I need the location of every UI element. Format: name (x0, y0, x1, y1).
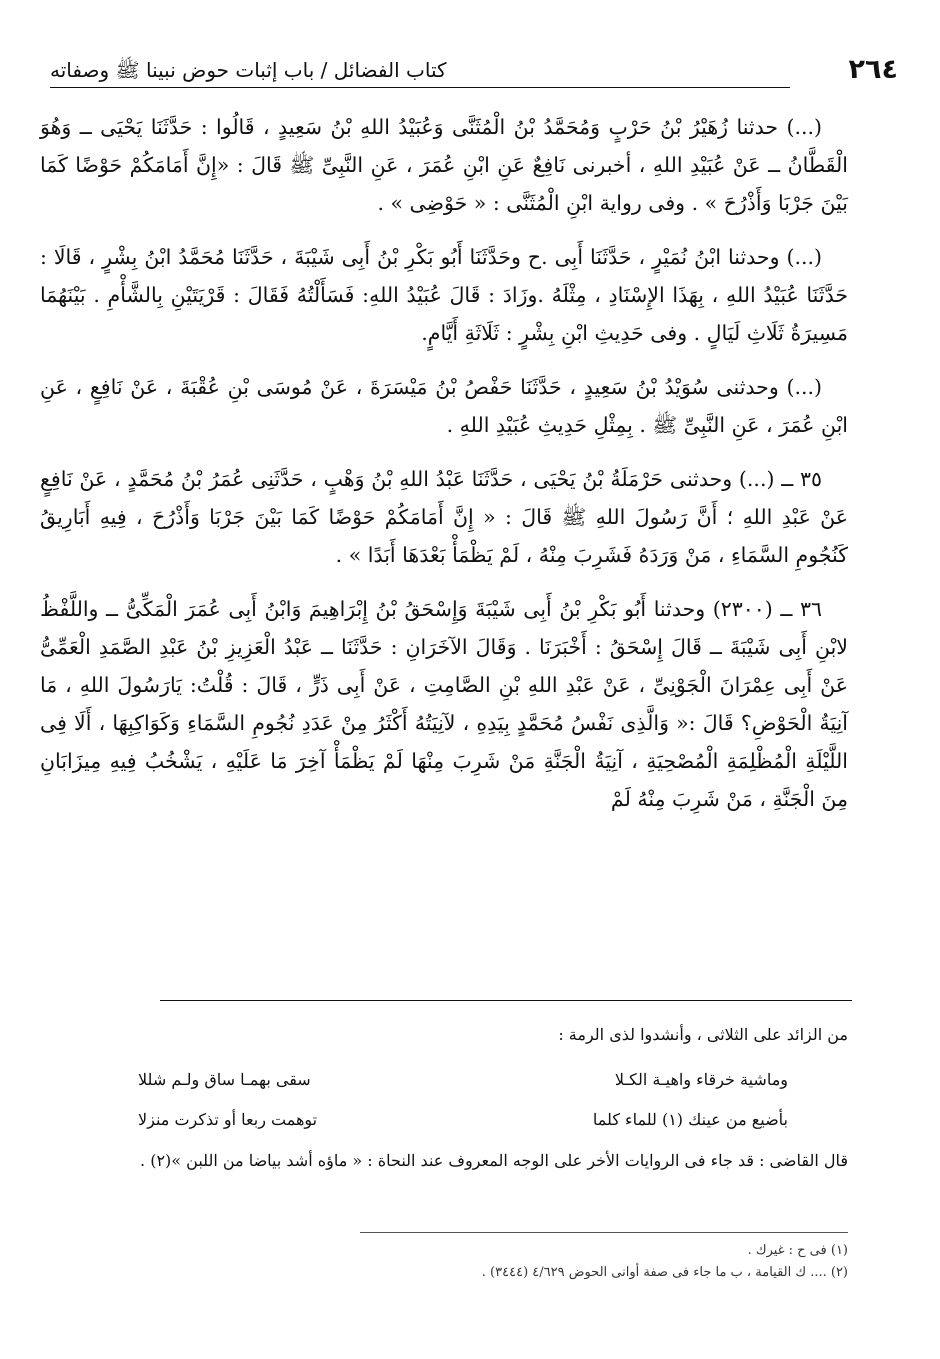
header-rule (50, 87, 790, 88)
commentary-note: قال القاضى : قد جاء فى الروايات الأخر على الوجه المعروف عند النحاة : « ماؤه أشد بياضا من اللبن »(٢) . (140, 1151, 848, 1170)
poetry-verses (38, 1060, 848, 1140)
hadith-text (40, 108, 848, 834)
hadith-paragraph: ٣٦ ــ (٢٣٠٠) وحدثنا أَبُو بَكْرِ بْنُ أَبِى شَيْبَةَ وَإِسْحَقُ بْنُ إِبْرَاهِيمَ وَابْنُ أَبِى عُمَرَ الْمَكِّىُّ ــ واللَّفْظُ لابْنِ أَبِى شَيْبَةَ ــ قَالَ إِسْحَقُ : أَخْبَرَنَا . وَقَالَ الآخَرَانِ : حَدَّثَنَا ــ عَبْدُ الْعَزِيزِ بْنُ عَبْدِ الصَّمَدِ الْعَمِّىُّ عَنْ أَبِى عِمْرَانَ الْجَوْنِىِّ ، عَنْ عَبْدِ اللهِ بْنِ الصَّامِتِ ، عَنْ أَبِى ذَرٍّ ، قَالَ : قُلْتُ: يَارَسُولَ اللهِ ، مَا آنِيَةُ الْحَوْضِ؟ قَالَ :« وَالَّذِى نَفْسُ مُحَمَّدٍ بِيَدِهِ ، لآنِيَتُهُ أَكْثَرُ مِنْ عَدَدِ نُجُومِ السَّمَاءِ وَكَوَاكِبِهَا ، أَلَا فِى اللَّيْلَةِ الْمُظْلِمَةِ الْمُصْحِيَةِ ، آنِيَةُ الْجَنَّةِ مَنْ شَرِبَ مِنْهَا لَمْ يَظْمَأْ آخِرَ مَا عَلَيْهِ ، يَشْخُبُ فِيهِ مِيزَابَانِ مِنَ الْجَنَّةِ ، مَنْ شَرِبَ مِنْهُ لَمْ (40, 597, 848, 811)
commentary (38, 1020, 848, 1176)
footnote: (٢) .... ك القيامة ، ب ما جاء فى صفة أوانى الحوض ٤/٦٢٩ (٣٤٤٤) . (481, 1265, 848, 1280)
page-header (50, 52, 898, 92)
hadith-paragraph: ٣٥ ــ (...) وحدثنى حَرْمَلَةُ بْنُ يَحْيَى ، حَدَّثَنَا عَبْدُ اللهِ بْنُ وَهْبٍ ، حَدَّثَنِى عُمَرُ بْنُ مُحَمَّدٍ ، عَنْ نَافِعٍ عَنْ عَبْدِ اللهِ ؛ أَنَّ رَسُولَ اللهِ ﷺ قَالَ : « إِنَّ أَمَامَكُمْ حَوْضًا كَمَا بَيْنَ جَرْبَا وَأَذْرُحَ ، فِيهِ أَبَارِيقُ كَنُجُومِ السَّمَاءِ ، مَنْ وَرَدَهُ فَشَرِبَ مِنْهُ ، لَمْ يَظْمَأْ بَعْدَهَا أَبَدًا » . (40, 467, 848, 567)
verse-line (38, 1060, 848, 1100)
hadith-paragraph: (...) وحدثنى سُوَيْدُ بْنُ سَعِيدٍ ، حَدَّثَنَا حَفْصُ بْنُ مَيْسَرَةَ ، عَنْ مُوسَى بْنِ عُقْبَةَ ، عَنْ نَافِعٍ ، عَنِ ابْنِ عُمَرَ ، عَنِ النَّبِىِّ ﷺ . بِمِثْلِ حَدِيثِ عُبَيْدِ اللهِ . (40, 375, 848, 437)
footnotes (40, 1240, 848, 1284)
commentary-intro: من الزائد على الثلاثى ، وأنشدوا لذى الرمة : (558, 1025, 848, 1044)
footnote: (١) فى ح : غيرك . (747, 1243, 848, 1258)
verse-second-hemistich: سقى بهمـا ساق ولـم شللا (138, 1070, 311, 1089)
verse-second-hemistich: توهمت ربعا أو تذكرت منزلا (138, 1110, 318, 1129)
verse-line (38, 1100, 848, 1140)
footnote-separator (360, 1232, 848, 1233)
verse-first-hemistich: وماشية خرقاء واهيـة الكـلا (614, 1070, 788, 1089)
running-title: كتاب الفضائل / باب إثبات حوض نبينا ﷺ وصفاته (50, 58, 447, 82)
commentary-separator (160, 1000, 852, 1001)
verse-first-hemistich: بأضيع من عينك (١) للماء كلما (592, 1110, 788, 1129)
page-number: ٢٦٤ (848, 54, 898, 85)
hadith-paragraph: (...) وحدثنا ابْنُ نُمَيْرٍ ، حَدَّثَنَا أَبِى .ح وحَدَّثَنَا أَبُو بَكْرِ بْنُ أَبِى شَيْبَةَ ، حَدَّثَنَا مُحَمَّدُ ابْنُ بِشْرٍ ، قَالَا : حَدَّثَنَا عُبَيْدُ اللهِ ، بِهَذَا الإِسْنَادِ ، مِثْلَهُ .وزَادَ : قَالَ عُبَيْدُ اللهِ: فَسَأَلْتُهُ فَقَالَ : قَرْيَتَيْنِ بِالشَّأْمِ . بَيْنَهُمَا مَسِيرَةُ ثَلَاثِ لَيَالٍ . وفى حَدِيثِ ابْنِ بِشْرٍ : ثَلَاثَةِ أَيَّامٍ. (40, 245, 848, 345)
hadith-paragraph: (...) حدثنا زُهَيْرُ بْنُ حَرْبٍ وَمُحَمَّدُ بْنُ الْمُثَنَّى وَعُبَيْدُ اللهِ بْنُ سَعِيدٍ ، قَالُوا : حَدَّثَنَا يَحْيَى ــ وَهُوَ الْقَطَّانُ ــ عَنْ عُبَيْدِ اللهِ ، أخبرنى نَافِعٌ عَنِ ابْنِ عُمَرَ ، عَنِ النَّبِىِّ ﷺ قَالَ : «إِنَّ أَمَامَكُمْ حَوْضًا كَمَا بَيْنَ جَرْبَا وَأَذْرُحَ » . وفى رواية ابْنِ الْمُثَنَّى : « حَوْضِى » . (40, 115, 848, 215)
